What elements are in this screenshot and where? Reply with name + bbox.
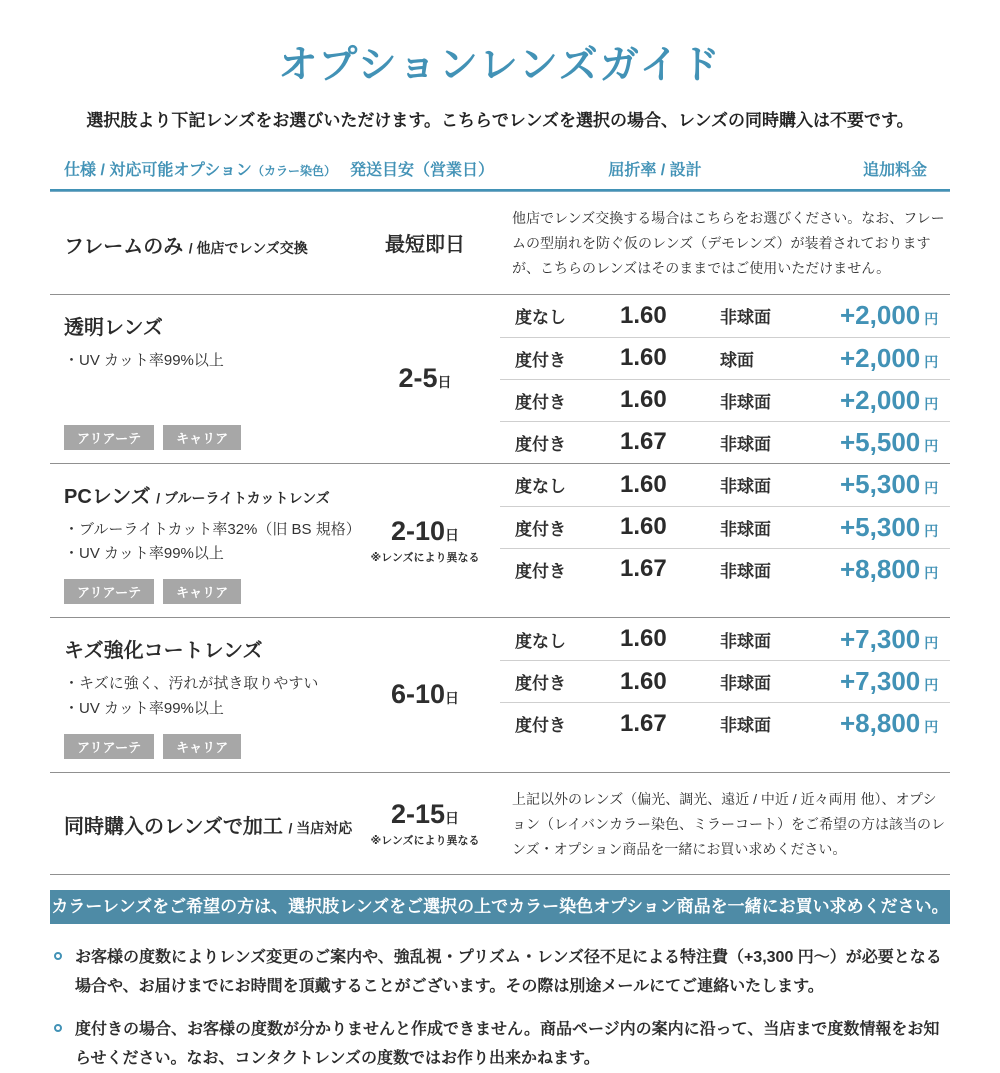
section-name: フレームのみ [64,235,184,258]
index-cell: 1.60 [620,344,667,372]
design-cell: 非球面 [720,434,771,454]
lens-row [500,295,950,337]
section-shipping-cell [350,618,500,772]
shipping-number: 2-10 [390,515,446,546]
section-description: 他店でレンズ交換する場合はこちらをお選びください。なお、フレームの型崩れを防ぐ仮のレンズ（デモレンズ）が装着されておりますが、こちらのレンズはそのままではご使用いただけません。 [512,210,945,277]
shipping-note: ※レンズにより異なる [370,551,480,564]
lens-row [500,379,950,421]
price-value: +2,000 [840,342,921,373]
section-simultaneous-purchase [50,773,950,876]
section-shipping-cell [350,464,500,618]
lens-row [500,421,950,463]
column-header-price: 追加料金 [862,162,927,179]
section-suffix: / 他店でレンズ交換 [188,239,308,256]
note-item [50,1016,950,1073]
price-cell [840,554,950,585]
price-unit: 円 [924,677,939,694]
note-text: お客様の度数によりレンズ変更のご案内や、強乱視・プリズム・レンズ径不足による特注費（+3,300 円～）が必要となる場合や、お届けまでにお時間を頂戴することがございます。その際は別途メールにてご連絡いたします。 [75,949,942,995]
design-cell: 非球面 [720,716,771,736]
shipping-days [391,516,459,547]
price-value: +5,300 [840,469,921,500]
power-cell: 度なし [515,308,566,328]
lens-row [500,702,950,744]
page-subtitle: 選択肢より下記レンズをお選びいただけます。こちらでレンズを選択の場合、レンズの同時購入は不要です。 [86,111,914,130]
badge-carrier: キャリア [163,734,241,759]
price-value: +2,000 [840,300,921,331]
feature-item: ・UV カット率99%以上 [64,699,224,717]
section-frame-only [50,192,950,295]
power-cell: 度付き [515,561,566,581]
price-cell [840,469,950,500]
index-cell: 1.67 [620,709,667,737]
design-cell: 非球面 [720,674,771,694]
feature-list [64,672,350,722]
badge-row [64,413,350,450]
section-scratch-lens [50,618,950,773]
feature-item: ・ブルーライトカット率32%（旧 BS 規格） [64,520,361,538]
feature-item: ・UV カット率99%以上 [64,351,224,369]
section-shipping-cell [350,192,500,294]
badge-ariate: アリアーテ [64,579,154,604]
power-cell: 度なし [515,477,566,497]
price-unit: 円 [924,437,939,454]
price-unit: 円 [924,395,939,412]
price-unit: 円 [924,480,939,497]
page-title: オプションレンズガイド [278,44,722,87]
shipping-unit: 日 [445,809,460,826]
power-cell: 度付き [515,392,566,412]
price-cell [840,666,950,697]
section-title: 透明レンズ [64,316,163,339]
page [50,34,950,1073]
price-value: +8,800 [840,708,921,739]
design-cell: 非球面 [720,392,771,412]
section-clear-lens [50,295,950,464]
section-pc-lens [50,464,950,619]
section-suffix: / ブルーライトカットレンズ [156,489,330,506]
design-cell: 球面 [720,350,754,370]
badge-carrier: キャリア [163,579,241,604]
price-unit: 円 [924,353,939,370]
index-cell: 1.60 [620,386,667,414]
section-name: 同時購入のレンズで加工 [64,816,283,839]
column-header-spec-label: 仕様 / 対応可能オプション [64,162,252,179]
price-unit: 円 [924,311,939,328]
section-shipping-cell [350,773,500,875]
design-cell: 非球面 [720,631,771,651]
shipping-note: ※レンズにより異なる [370,834,480,847]
index-cell: 1.60 [620,667,667,695]
price-value: +5,300 [840,511,921,542]
section-spec-cell [50,295,350,463]
badge-ariate: アリアーテ [64,734,154,759]
column-header-shipping: 発送目安（営業日） [350,162,495,179]
shipping-unit: 日 [437,374,452,391]
price-value: +5,500 [840,426,921,457]
badge-ariate: アリアーテ [64,425,154,450]
index-cell: 1.67 [620,555,667,583]
shipping-days [398,363,451,394]
feature-item: ・キズに強く、汚れが拭き取りやすい [64,675,319,693]
lens-row [500,548,950,590]
design-cell: 非球面 [720,477,771,497]
price-cell [840,624,950,655]
price-unit: 円 [924,564,939,581]
design-cell: 非球面 [720,561,771,581]
price-value: +7,300 [840,623,921,654]
shipping-unit: 日 [445,526,460,543]
power-cell: 度付き [515,350,566,370]
price-value: +7,300 [840,666,921,697]
index-cell: 1.60 [620,470,667,498]
lens-row [500,337,950,379]
price-cell [840,343,950,374]
lens-row-group [500,295,950,463]
lens-row [500,464,950,506]
footnotes [50,944,950,1073]
feature-list [64,518,361,568]
section-title: キズ強化コートレンズ [64,640,263,663]
badge-row [64,567,350,604]
circle-bullet-icon [54,952,62,960]
design-cell: 非球面 [720,519,771,539]
note-text: 度付きの場合、お客様の度数が分かりませんと作成できません。商品ページ内の案内に沿って、当店まで度数情報をお知らせください。なお、コンタクトレンズの度数ではお作り出来かねます。 [75,1020,940,1067]
section-detail-cell [500,192,950,294]
note-item [50,944,950,1002]
section-title [64,480,350,509]
feature-list [64,349,350,374]
shipping-unit: 日 [445,690,460,707]
color-lens-banner: カラーレンズをご希望の方は、選択肢レンズをご選択の上でカラー染色オプション商品を一緒にお買い求めください。 [50,890,950,924]
section-name: PCレンズ [64,485,151,508]
section-spec-cell [50,464,361,618]
shipping-number: 2-5 [398,363,438,394]
price-unit: 円 [924,522,939,539]
lens-row [500,506,950,548]
price-cell [840,427,950,458]
index-cell: 1.60 [620,301,667,329]
shipping-days [391,679,459,710]
section-spec-cell [50,618,350,772]
shipping-number: 6-10 [390,679,446,710]
feature-item: ・UV カット率99%以上 [64,545,224,563]
price-cell [840,708,950,739]
badge-row [64,722,350,759]
index-cell: 1.60 [620,625,667,653]
section-title [64,230,350,259]
power-cell: 度付き [515,519,566,539]
shipping-days [391,799,459,830]
price-value: +2,000 [840,384,921,415]
section-description: 上記以外のレンズ（偏光、調光、遠近 / 中近 / 近々両用 他）、オプション（レイバンカラー染色、ミラーコート）をご希望の方は該当のレンズ・オプション商品を一緒にお買い求めください。 [512,790,946,857]
column-header-index-design: 屈折率 / 設計 [608,162,702,179]
section-shipping-cell [350,295,500,463]
lens-row [500,618,950,660]
price-cell [840,385,950,416]
lens-row-group [500,464,950,618]
price-cell [840,512,950,543]
badge-carrier: キャリア [163,425,241,450]
power-cell: 度付き [515,434,566,454]
lens-row [500,660,950,702]
power-cell: 度付き [515,716,566,736]
design-cell: 非球面 [720,308,771,328]
price-unit: 円 [924,719,939,736]
column-header-row [50,157,950,181]
price-cell [840,300,950,331]
lens-row-group [500,618,950,772]
circle-bullet-icon [54,1024,62,1032]
section-detail-cell [500,773,950,875]
section-suffix: / 当店対応 [288,820,353,837]
section-title [64,810,353,839]
shipping-days: 最短即日 [385,234,465,257]
column-header-spec-note: （カラー染色） [251,164,336,178]
section-spec-cell [50,773,353,875]
price-value: +8,800 [840,553,921,584]
column-header-spec [50,157,350,180]
price-unit: 円 [924,634,939,651]
index-cell: 1.67 [620,428,667,456]
index-cell: 1.60 [620,513,667,541]
shipping-number: 2-15 [390,798,446,829]
section-spec-cell [50,192,350,294]
power-cell: 度付き [515,674,566,694]
power-cell: 度なし [515,631,566,651]
